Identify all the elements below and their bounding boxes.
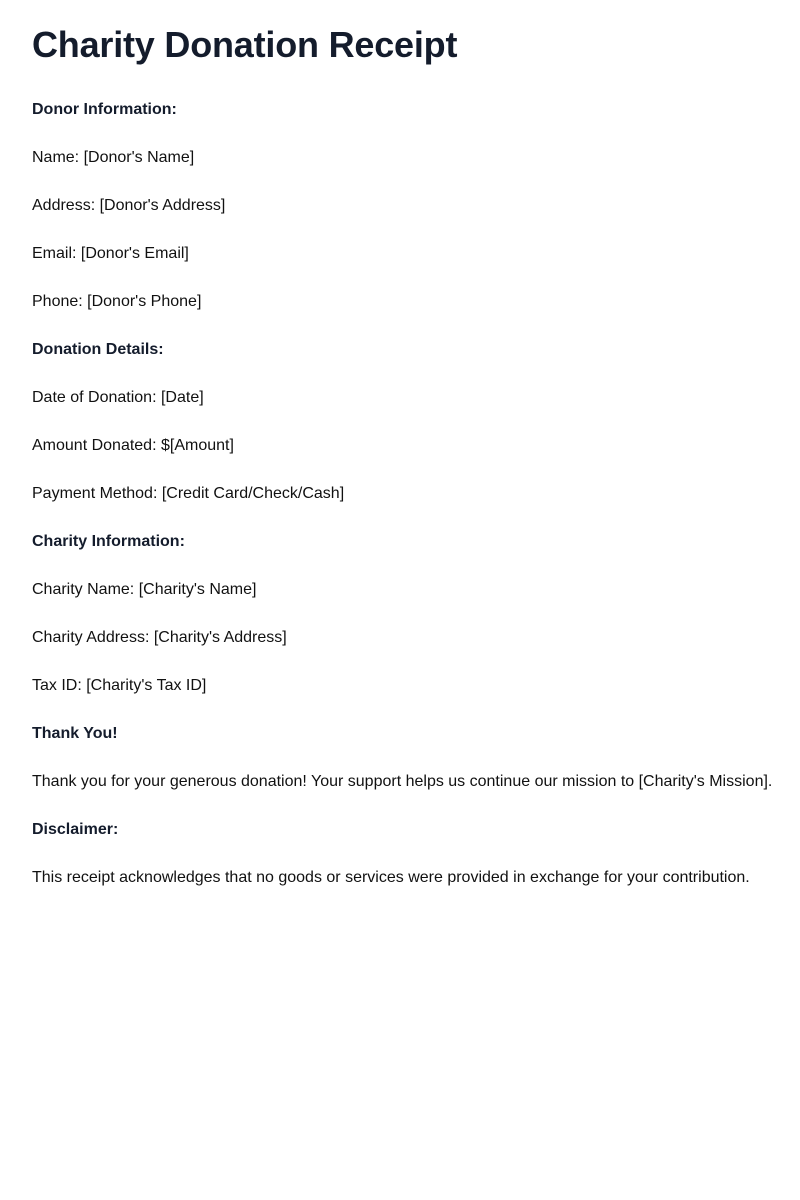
thank-you-heading: Thank You! <box>32 725 118 742</box>
charity-name: Charity Name: [Charity's Name] <box>32 581 257 598</box>
donation-amount: Amount Donated: $[Amount] <box>32 437 234 454</box>
donation-details-heading: Donation Details: <box>32 341 164 358</box>
receipt-content <box>32 98 773 914</box>
donation-date: Date of Donation: [Date] <box>32 389 204 406</box>
disclaimer-heading: Disclaimer: <box>32 821 119 838</box>
charity-information-heading: Charity Information: <box>32 533 185 550</box>
thank-you-message: Thank you for your generous donation! Your support helps us continue our mission to [Charity's Mission]. <box>32 773 773 790</box>
donor-information-heading: Donor Information: <box>32 101 177 118</box>
payment-method: Payment Method: [Credit Card/Check/Cash] <box>32 485 345 502</box>
charity-tax-id: Tax ID: [Charity's Tax ID] <box>32 677 207 694</box>
disclaimer-text: This receipt acknowledges that no goods or services were provided in exchange for your contribution. <box>32 869 750 886</box>
charity-address: Charity Address: [Charity's Address] <box>32 629 287 646</box>
page-title: Charity Donation Receipt <box>32 24 458 65</box>
donor-email: Email: [Donor's Email] <box>32 245 189 262</box>
donor-address: Address: [Donor's Address] <box>32 197 226 214</box>
donor-phone: Phone: [Donor's Phone] <box>32 293 202 310</box>
donor-name: Name: [Donor's Name] <box>32 149 195 166</box>
